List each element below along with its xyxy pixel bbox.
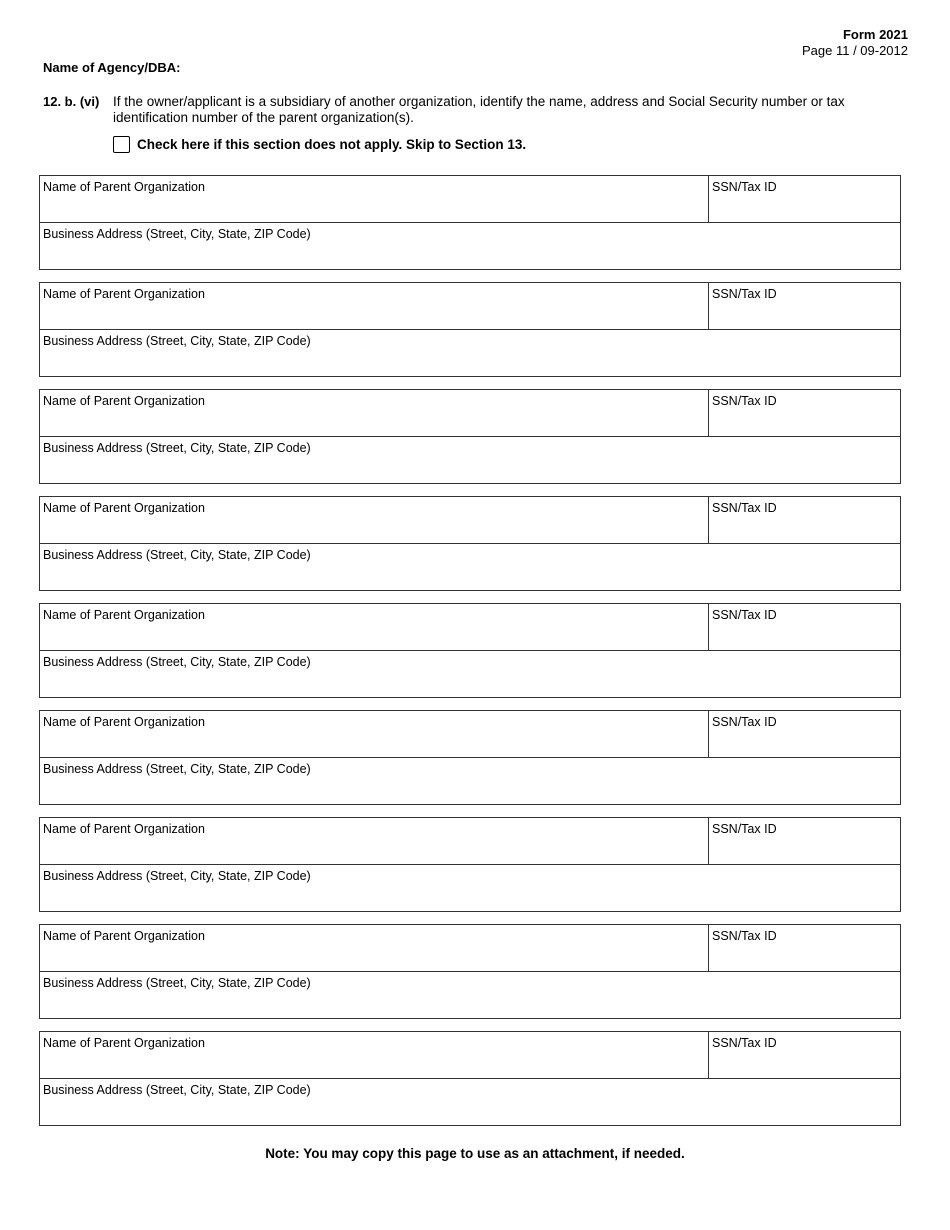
business-address-field[interactable] [40,330,900,376]
parent-org-name-label: Name of Parent Organization [43,822,205,836]
ssn-tax-id-field[interactable] [709,1032,900,1078]
ssn-tax-id-label: SSN/Tax ID [712,287,777,301]
ssn-tax-id-field[interactable] [709,604,900,650]
business-address-field[interactable] [40,544,900,590]
parent-org-name-field[interactable] [40,176,709,222]
copy-page-note: Note: You may copy this page to use as an attachment, if needed. [265,1146,685,1161]
business-address-field[interactable] [40,651,900,697]
parent-organization-list [39,175,901,1138]
ssn-tax-id-label: SSN/Tax ID [712,715,777,729]
business-address-label: Business Address (Street, City, State, ZIP Code) [43,334,311,348]
ssn-tax-id-field[interactable] [709,176,900,222]
form-number: Form 2021 [842,27,908,42]
business-address-field[interactable] [40,972,900,1018]
agency-name-label: Name of Agency/DBA: [43,60,181,75]
parent-organization-block [39,817,901,912]
business-address-field[interactable] [40,865,900,911]
ssn-tax-id-field[interactable] [709,283,900,329]
parent-organization-block [39,496,901,591]
business-address-field[interactable] [40,1079,900,1125]
section-number: 12. b. (vi) [43,94,100,109]
parent-organization-block [39,603,901,698]
business-address-field[interactable] [40,437,900,483]
ssn-tax-id-label: SSN/Tax ID [712,180,777,194]
form-header [802,27,908,59]
business-address-label: Business Address (Street, City, State, ZIP Code) [43,976,311,990]
parent-org-name-label: Name of Parent Organization [43,1036,205,1050]
parent-org-name-field[interactable] [40,925,709,971]
parent-org-name-field[interactable] [40,283,709,329]
parent-organization-block [39,1031,901,1126]
ssn-tax-id-field[interactable] [709,497,900,543]
not-applicable-checkbox[interactable] [113,136,130,153]
parent-organization-block [39,175,901,270]
business-address-label: Business Address (Street, City, State, ZIP Code) [43,869,311,883]
parent-org-name-field[interactable] [40,818,709,864]
not-applicable-row [113,136,526,153]
parent-org-name-label: Name of Parent Organization [43,501,205,515]
business-address-label: Business Address (Street, City, State, ZIP Code) [43,227,311,241]
parent-org-name-label: Name of Parent Organization [43,715,205,729]
ssn-tax-id-field[interactable] [709,711,900,757]
parent-org-name-label: Name of Parent Organization [43,608,205,622]
not-applicable-label: Check here if this section does not apply. Skip to Section 13. [137,137,527,152]
parent-org-name-label: Name of Parent Organization [43,394,205,408]
parent-org-name-label: Name of Parent Organization [43,287,205,301]
business-address-field[interactable] [40,223,900,269]
business-address-field[interactable] [40,758,900,804]
page-info: Page 11 / 09-2012 [801,43,908,58]
parent-org-name-label: Name of Parent Organization [43,929,205,943]
parent-org-name-field[interactable] [40,604,709,650]
parent-organization-block [39,924,901,1019]
parent-org-name-field[interactable] [40,1032,709,1078]
business-address-label: Business Address (Street, City, State, ZIP Code) [43,548,311,562]
parent-organization-block [39,710,901,805]
parent-org-name-field[interactable] [40,711,709,757]
business-address-label: Business Address (Street, City, State, ZIP Code) [43,441,311,455]
business-address-label: Business Address (Street, City, State, ZIP Code) [43,762,311,776]
parent-org-name-field[interactable] [40,390,709,436]
ssn-tax-id-label: SSN/Tax ID [712,501,777,515]
ssn-tax-id-label: SSN/Tax ID [712,822,777,836]
ssn-tax-id-label: SSN/Tax ID [712,608,777,622]
business-address-label: Business Address (Street, City, State, ZIP Code) [43,1083,311,1097]
ssn-tax-id-label: SSN/Tax ID [712,394,777,408]
ssn-tax-id-field[interactable] [709,390,900,436]
section-instructions: If the owner/applicant is a subsidiary of another organization, identify the name, address and Social Security number or tax identification number of the parent organization(s). [113,94,845,125]
ssn-tax-id-label: SSN/Tax ID [712,1036,777,1050]
business-address-label: Business Address (Street, City, State, ZIP Code) [43,655,311,669]
parent-org-name-label: Name of Parent Organization [43,180,205,194]
parent-org-name-field[interactable] [40,497,709,543]
ssn-tax-id-field[interactable] [709,925,900,971]
parent-organization-block [39,389,901,484]
parent-organization-block [39,282,901,377]
ssn-tax-id-label: SSN/Tax ID [712,929,777,943]
ssn-tax-id-field[interactable] [709,818,900,864]
